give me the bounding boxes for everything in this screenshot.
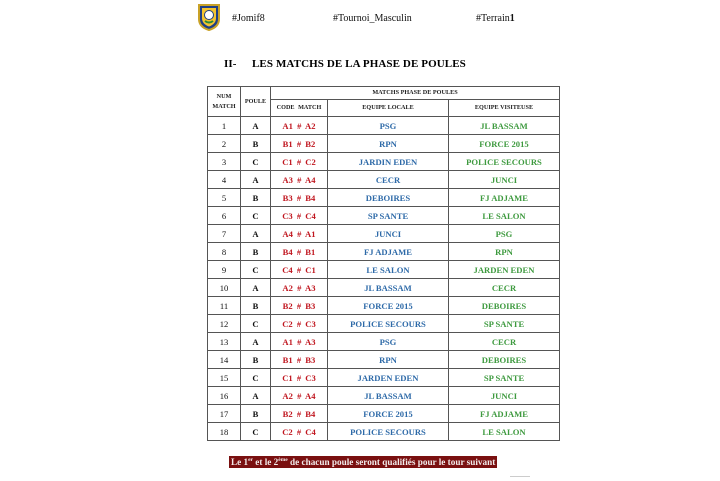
home-team: PSG (328, 333, 449, 351)
away-team: FORCE 2015 (449, 135, 560, 153)
away-team: CECR (449, 333, 560, 351)
col-header-num-match: NUM MATCH (208, 87, 241, 117)
match-number: 9 (208, 261, 241, 279)
match-pool: A (241, 333, 271, 351)
home-team: CECR (328, 171, 449, 189)
home-team: JARDEN EDEN (328, 369, 449, 387)
match-code: B1 # B2 (271, 135, 328, 153)
match-code: A4 # A1 (271, 225, 328, 243)
header-tag-terrain-text: #Terrain (476, 13, 510, 24)
match-code: C4 # C1 (271, 261, 328, 279)
header-tag-jomif: #Jomif8 (232, 13, 265, 24)
home-team: FORCE 2015 (328, 297, 449, 315)
col-header-pool: POULE (241, 87, 271, 117)
home-team: FJ ADJAME (328, 243, 449, 261)
match-row (208, 171, 560, 189)
match-number: 2 (208, 135, 241, 153)
away-team: POLICE SECOURS (449, 153, 560, 171)
away-team: RPN (449, 243, 560, 261)
match-row (208, 405, 560, 423)
match-number: 7 (208, 225, 241, 243)
match-code: B1 # B3 (271, 351, 328, 369)
home-team: RPN (328, 351, 449, 369)
match-code: B2 # B4 (271, 405, 328, 423)
away-team: CECR (449, 279, 560, 297)
home-team: JARDIN EDEN (328, 153, 449, 171)
match-code: C2 # C4 (271, 423, 328, 441)
match-row (208, 369, 560, 387)
header-tag-terrain (476, 13, 515, 24)
col-header-code: CODE MATCH (271, 100, 328, 117)
away-team: SP SANTE (449, 369, 560, 387)
match-code: A1 # A2 (271, 117, 328, 135)
section-title (224, 58, 466, 70)
away-team: DEBOIRES (449, 351, 560, 369)
match-code: B4 # B1 (271, 243, 328, 261)
away-team: PSG (449, 225, 560, 243)
match-pool: C (241, 369, 271, 387)
home-team: RPN (328, 135, 449, 153)
match-row (208, 297, 560, 315)
home-team: FORCE 2015 (328, 405, 449, 423)
match-code: C1 # C3 (271, 369, 328, 387)
match-row (208, 423, 560, 441)
match-row (208, 261, 560, 279)
match-pool: B (241, 297, 271, 315)
home-team: SP SANTE (328, 207, 449, 225)
match-pool: B (241, 243, 271, 261)
match-number: 5 (208, 189, 241, 207)
match-pool: C (241, 423, 271, 441)
away-team: FJ ADJAME (449, 405, 560, 423)
match-number: 15 (208, 369, 241, 387)
note-sup-first: er (248, 457, 253, 463)
match-row (208, 225, 560, 243)
match-pool: C (241, 261, 271, 279)
match-number: 12 (208, 315, 241, 333)
match-code: C2 # C3 (271, 315, 328, 333)
match-number: 17 (208, 405, 241, 423)
away-team: JL BASSAM (449, 117, 560, 135)
match-number: 1 (208, 117, 241, 135)
match-code: A3 # A4 (271, 171, 328, 189)
match-number: 14 (208, 351, 241, 369)
header-tag-terrain-number: 1 (509, 13, 515, 24)
section-number: II- (224, 58, 237, 70)
match-number: 6 (208, 207, 241, 225)
home-team: JUNCI (328, 225, 449, 243)
match-row (208, 117, 560, 135)
away-team: SP SANTE (449, 315, 560, 333)
home-team: JL BASSAM (328, 387, 449, 405)
qualification-note (229, 456, 497, 468)
col-header-home: EQUIPE LOCALE (328, 100, 449, 117)
away-team: LE SALON (449, 423, 560, 441)
col-header-away: EQUIPE VISITEUSE (449, 100, 560, 117)
match-row (208, 351, 560, 369)
match-pool: C (241, 315, 271, 333)
match-pool: B (241, 189, 271, 207)
away-team: JUNCI (449, 387, 560, 405)
club-crest-logo (196, 3, 222, 31)
match-code: A1 # A3 (271, 333, 328, 351)
home-team: POLICE SECOURS (328, 315, 449, 333)
match-number: 8 (208, 243, 241, 261)
match-pool: B (241, 135, 271, 153)
match-number: 16 (208, 387, 241, 405)
match-code: C1 # C2 (271, 153, 328, 171)
col-group-header: MATCHS PHASE DE POULES (271, 87, 560, 100)
page-edge-mark (510, 476, 530, 481)
match-pool: C (241, 207, 271, 225)
match-number: 4 (208, 171, 241, 189)
note-mid: et le 2 (253, 457, 279, 467)
home-team: LE SALON (328, 261, 449, 279)
match-code: C3 # C4 (271, 207, 328, 225)
matches-table (207, 86, 560, 441)
match-number: 11 (208, 297, 241, 315)
away-team: JUNCI (449, 171, 560, 189)
match-code: A2 # A3 (271, 279, 328, 297)
match-code: B3 # B4 (271, 189, 328, 207)
away-team: JARDEN EDEN (449, 261, 560, 279)
match-number: 3 (208, 153, 241, 171)
match-row (208, 207, 560, 225)
home-team: PSG (328, 117, 449, 135)
match-pool: A (241, 225, 271, 243)
match-row (208, 333, 560, 351)
home-team: JL BASSAM (328, 279, 449, 297)
match-pool: B (241, 351, 271, 369)
note-sup-second: ème (278, 457, 288, 463)
match-pool: C (241, 153, 271, 171)
match-row (208, 243, 560, 261)
match-row (208, 153, 560, 171)
match-pool: A (241, 279, 271, 297)
match-code: B2 # B3 (271, 297, 328, 315)
match-row (208, 279, 560, 297)
match-row (208, 387, 560, 405)
match-pool: B (241, 405, 271, 423)
match-row (208, 135, 560, 153)
match-pool: A (241, 387, 271, 405)
match-row (208, 315, 560, 333)
away-team: LE SALON (449, 207, 560, 225)
away-team: DEBOIRES (449, 297, 560, 315)
note-rest: de chacun poule seront qualifiés pour le tour suivant (287, 457, 496, 467)
match-code: A2 # A4 (271, 387, 328, 405)
match-number: 13 (208, 333, 241, 351)
header-tag-tournoi: #Tournoi_Masculin (333, 13, 412, 24)
match-number: 10 (208, 279, 241, 297)
match-pool: A (241, 117, 271, 135)
section-title-text: LES MATCHS DE LA PHASE DE POULES (252, 58, 466, 70)
match-number: 18 (208, 423, 241, 441)
note-le: Le 1 (231, 457, 249, 467)
match-row (208, 189, 560, 207)
home-team: POLICE SECOURS (328, 423, 449, 441)
away-team: FJ ADJAME (449, 189, 560, 207)
home-team: DEBOIRES (328, 189, 449, 207)
match-pool: A (241, 171, 271, 189)
